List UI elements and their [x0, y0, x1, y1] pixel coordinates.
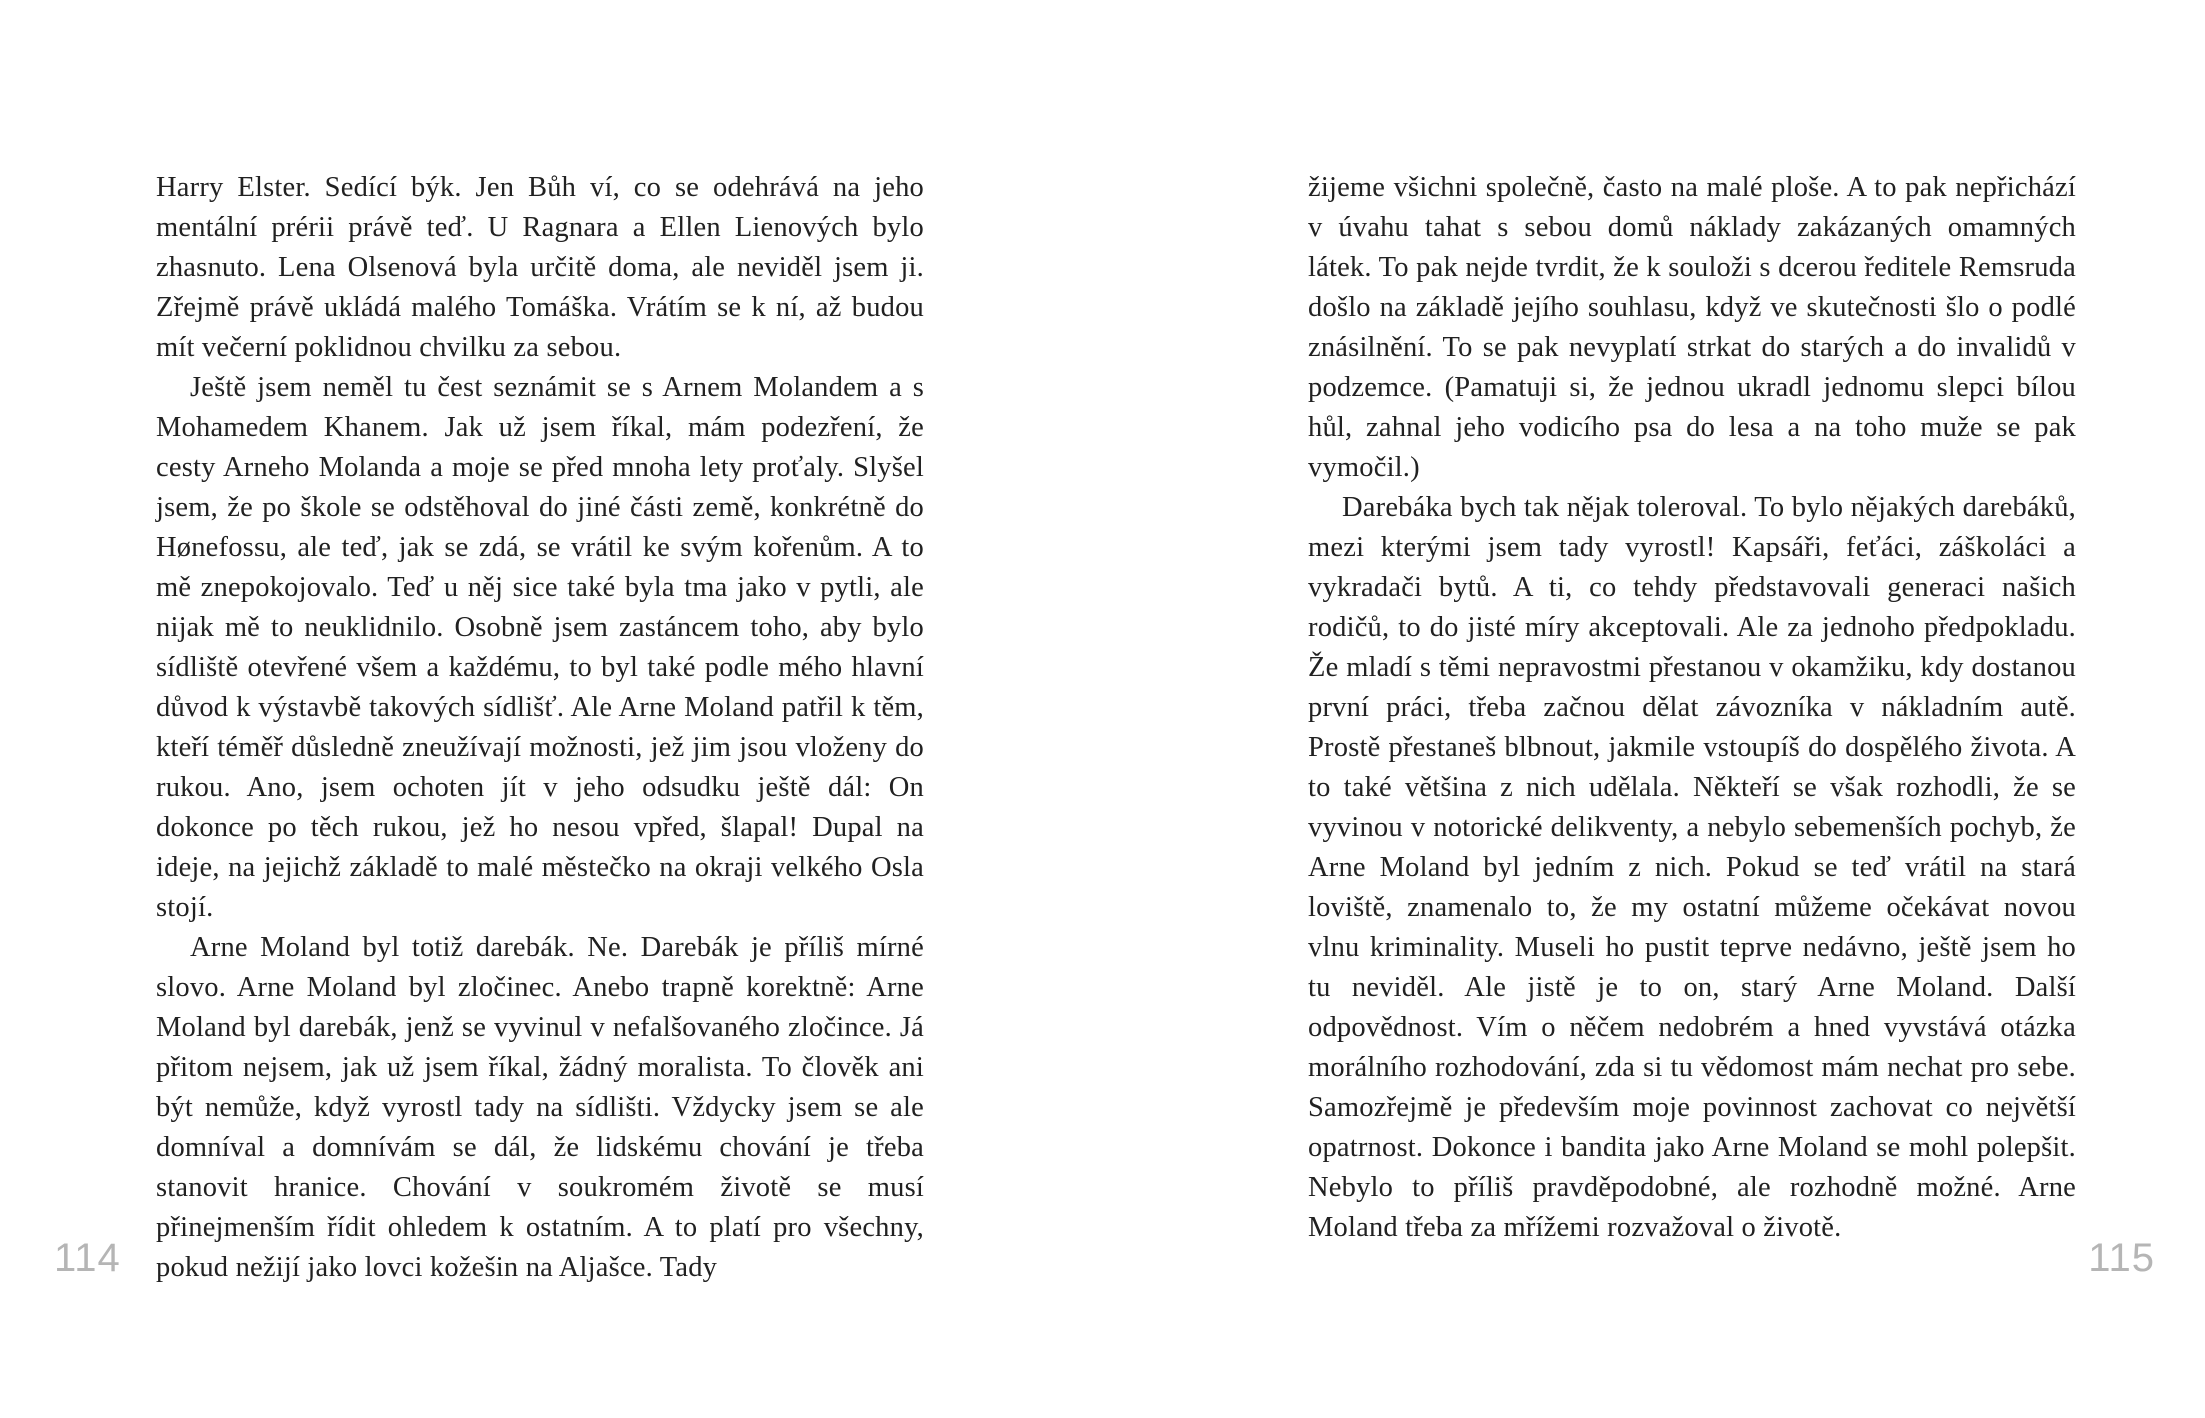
page-number-right: 115	[2088, 1236, 2155, 1280]
paragraph: Darebáka bych tak nějak toleroval. To bylo nějakých darebáků, mezi kterými jsem tady vyrostl! Kapsáři, feťáci, záškoláci a vykradači bytů. A ti, co tehdy představovali generaci našich rodičů, to do jisté míry akceptovali. Ale za jednoho předpokladu. Že mladí s těmi nepravostmi přestanou v okamžiku, kdy dostanou první práci, třeba začnou dělat závozníka v nákladním autě. Prostě přestaneš blbnout, jakmile vstoupíš do dospělého života. A to také většina z nich udělala. Někteří se však rozhodli, že se vyvinou v notorické delikventy, a nebylo sebemenších pochyb, že Arne Moland byl jedním z nich. Pokud se teď vrátil na stará loviště, znamenalo to, že my ostatní můžeme očekávat novou vlnu kriminality. Museli ho pustit teprve nedávno, ještě jsem ho tu neviděl. Ale jistě je to on, starý Arne Moland. Další odpovědnost. Vím o něčem nedobrém a hned vyvstává otázka morálního rozhodování, zda si tu vědomost mám nechat pro sebe. Samozřejmě je především moje povinnost zachovat co největší opatrnost. Dokonce i bandita jako Arne Moland se mohl polepšit. Nebylo to příliš pravděpodobné, ale rozhodně možné. Arne Moland třeba za mřížemi rozvažoval o životě.	[1308, 492, 2076, 1243]
paragraph: Harry Elster. Sedící býk. Jen Bůh ví, co se odehrává na jeho mentální prérii právě teď. U Ragnara a Ellen Lienových bylo zhasnuto. Lena Olsenová byla určitě doma, ale neviděl jsem ji. Zřejmě právě ukládá malého Tomáška. Vrátím se k ní, až budou mít večerní poklidnou chvilku za sebou.	[156, 172, 924, 363]
paragraph: Arne Moland byl totiž darebák. Ne. Darebák je příliš mírné slovo. Arne Moland byl zločinec. Anebo trapně korektně: Arne Moland byl darebák, jenž se vyvinul v nefalšovaného zločince. Já přitom nejsem, jak už jsem říkal, žádný moralista. To člověk ani být nemůže, když vyrostl tady na sídlišti. Vždycky jsem se ale domníval a domnívám se dál, že lidskému chování je třeba stanovit hranice. Chování v soukromém životě se musí přinejmenším řídit ohledem k ostatním. A to platí pro všechny, pokud nežijí jako lovci kožešin na Aljašce. Tady	[156, 932, 924, 1283]
paragraph: Ještě jsem neměl tu čest seznámit se s Arnem Molandem a s Mohamedem Khanem. Jak už jsem říkal, mám podezření, že cesty Arneho Molanda a moje se před mnoha lety proťaly. Slyšel jsem, že po škole se odstěhoval do jiné části země, konkrétně do Hønefossu, ale teď, jak se zdá, se vrátil ke svým kořenům. A to mě znepokojovalo. Teď u něj sice také byla tma jako v pytli, ale nijak mě to neuklidnilo. Osobně jsem zastáncem toho, aby bylo sídliště otevřené všem a každému, to byl také podle mého hlavní důvod k výstavbě takových sídlišť. Ale Arne Moland patřil k těm, kteří téměř důsledně zneužívají možnosti, jež jim jsou vloženy do rukou. Ano, jsem ochoten jít v jeho odsudku ještě dál: On dokonce po těch rukou, jež ho nesou vpřed, šlapal! Dupal na ideje, na jejichž základě to malé městečko na okraji velkého Osla stojí.	[156, 372, 924, 923]
right-page-text-column	[1308, 168, 2076, 1248]
paragraph: žijeme všichni společně, často na malé ploše. A to pak nepřichází v úvahu tahat s sebou domů náklady zakázaných omamných látek. To pak nejde tvrdit, že k souloži s dcerou ředitele Remsruda došlo na základě jejího souhlasu, když ve skutečnosti šlo o podlé znásilnění. To se pak nevyplatí strkat do starých a do invalidů v podzemce. (Pamatuji si, že jednou ukradl jednomu slepci bílou hůl, zahnal jeho vodicího psa do lesa a na toho muže se pak vymočil.)	[1308, 172, 2076, 483]
page-number-left: 114	[54, 1236, 121, 1280]
left-page-text-column	[156, 168, 924, 1288]
